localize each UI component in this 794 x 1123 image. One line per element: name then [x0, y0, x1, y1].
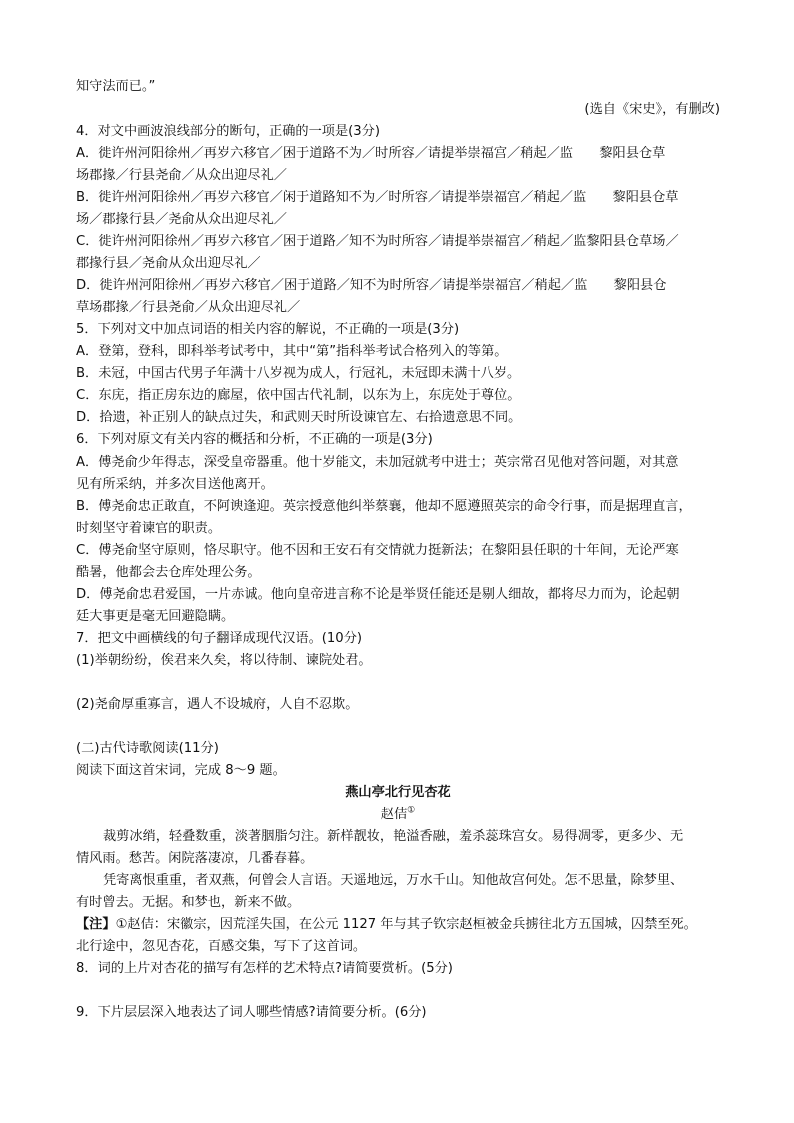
source-note: (选自《宋史》，有删改): [584, 102, 720, 117]
stanza1-line1: 裁剪冰绡，轻叠数重，淡著胭脂匀注。新样靓妆，艳溢香融，羞杀蕊珠宫女。易得凋零，更多少、无: [103, 829, 684, 844]
q4-option-a-line1: A．徙许州河阳徐州／再岁六移官／困于道路不为／时所容／请提举崇福宫／稍起／监 黎阳县仓草: [76, 146, 666, 161]
poet-name: 赵佶: [380, 807, 408, 822]
section-heading: (二)古代诗歌阅读(11分): [76, 741, 219, 756]
q7-sentence-1: (1)举朝纷纷，俟君来久矣，将以待制、谏院处君。: [76, 653, 372, 668]
q4-option-a-line2: 场郡掾／行县尧俞／从众出迎尽礼／: [76, 168, 287, 183]
q6-option-b-line1: B．傅尧俞忠正敢直，不阿谀逢迎。英宗授意他纠举蔡襄，他却不愿遵照英宗的命令行事，而是据理直言，: [76, 499, 692, 514]
q5-option-b: B．未冠，中国古代男子年满十八岁视为成人，行冠礼，未冠即未满十八岁。: [76, 366, 521, 381]
footnote-mark: ①: [407, 805, 416, 816]
note-line1: [76, 914, 720, 936]
q9-stem: 9．下片层层深入地表达了词人哪些情感?请简要分析。(6分): [76, 1005, 427, 1020]
q5-option-c: C．东庑，指正房东边的廊屋，依中国古代礼制，以东为上，东庑处于尊位。: [76, 388, 521, 403]
poem-author: [76, 804, 720, 826]
stanza2-line1: 凭寄离恨重重，者双燕，何曾会人言语。天遥地远，万水千山。知他故宫何处。怎不思量，除梦里、: [103, 873, 684, 888]
q4-option-d-line1: D．徙许州河阳徐州／再岁六移官／困于道路／知不为时所容／请提举崇福宫／稍起／监 黎阳县仓: [76, 278, 667, 293]
q4-option-b-line2: 场／郡掾行县／尧俞从众出迎尽礼／: [76, 212, 287, 227]
q6-option-d-line2: 廷大事更是毫无回避隐瞒。: [76, 609, 235, 624]
poem-title: 燕山亭北行见杏花: [345, 785, 451, 800]
q4-option-b-line1: B．徙许州河阳徐州／再岁六移官／闲于道路知不为／时所容／请提举崇福宫／稍起／监 黎阳县仓草: [76, 190, 679, 205]
q7-sentence-2: (2)尧俞厚重寡言，遇人不设城府，人自不忍欺。: [76, 697, 359, 712]
q6-option-d-line1: D．傅尧俞忠君爱国，一片赤诚。他向皇帝进言称不论是举贤任能还是剔人细故，都将尽力而为，论起朝: [76, 587, 680, 602]
q5-option-d: D．拾遗，补正别人的缺点过失，和武则天时所设谏官左、右拾遗意思不同。: [76, 410, 522, 425]
q6-option-c-line2: 酷暑，他都会去仓库处理公务。: [76, 565, 261, 580]
q5-option-a: A．登第，登科，即科举考试考中，其中“第”指科举考试合格列入的等第。: [76, 344, 508, 359]
q5-stem: 5．下列对文中加点词语的相关内容的解说，不正确的一项是(3分): [76, 322, 460, 337]
passage-tail: 知守法而已。”: [76, 79, 156, 94]
stanza1-line2: 情风雨。愁苦。闲院落凄凉，几番春暮。: [76, 851, 314, 866]
note-label: 【注】: [76, 917, 116, 932]
q6-stem: 6．下列对原文有关内容的概括和分析，不正确的一项是(3分): [76, 432, 433, 447]
section-instruction: 阅读下面这首宋词，完成 8～9 题。: [76, 763, 286, 778]
note-line2: 北行途中，忽见杏花，百感交集，写下了这首词。: [76, 939, 367, 954]
note-text: ①赵佶：宋徽宗，因荒淫失国，在公元 1127 年与其子钦宗赵桓被金兵掳往北方五国城，囚禁至死。: [115, 917, 697, 932]
q4-option-d-line2: 草场郡掾／行县尧俞／从众出迎尽礼／: [76, 300, 301, 315]
q6-option-b-line2: 时刻坚守着谏官的职责。: [76, 521, 222, 536]
q6-option-a-line1: A．傅尧俞少年得志，深受皇帝器重。他十岁能文，未加冠就考中进士；英宗常召见他对答问题，对其意: [76, 455, 679, 470]
q7-stem: 7．把文中画横线的句子翻译成现代汉语。(10分): [76, 631, 363, 646]
q4-option-c-line2: 郡掾行县／尧俞从众出迎尽礼／: [76, 256, 261, 271]
q6-option-a-line2: 见有所采纳，并多次目送他离开。: [76, 477, 274, 492]
q4-stem: 4．对文中画波浪线部分的断句，正确的一项是(3分): [76, 124, 381, 139]
stanza2-line2: 有时曾去。无据。和梦也，新来不做。: [76, 895, 301, 910]
q6-option-c-line1: C．傅尧俞坚守原则，恪尽职守。他不因和王安石有交情就力挺新法；在黎阳县任职的十年间，无论严寒: [76, 543, 679, 558]
q4-option-c-line1: C．徙许州河阳徐州／再岁六移官／困于道路／知不为时所容／请提举崇福宫／稍起／监黎阳县仓草场／: [76, 234, 679, 249]
q8-stem: 8．词的上片对杏花的描写有怎样的艺术特点?请简要赏析。(5分): [76, 961, 453, 976]
